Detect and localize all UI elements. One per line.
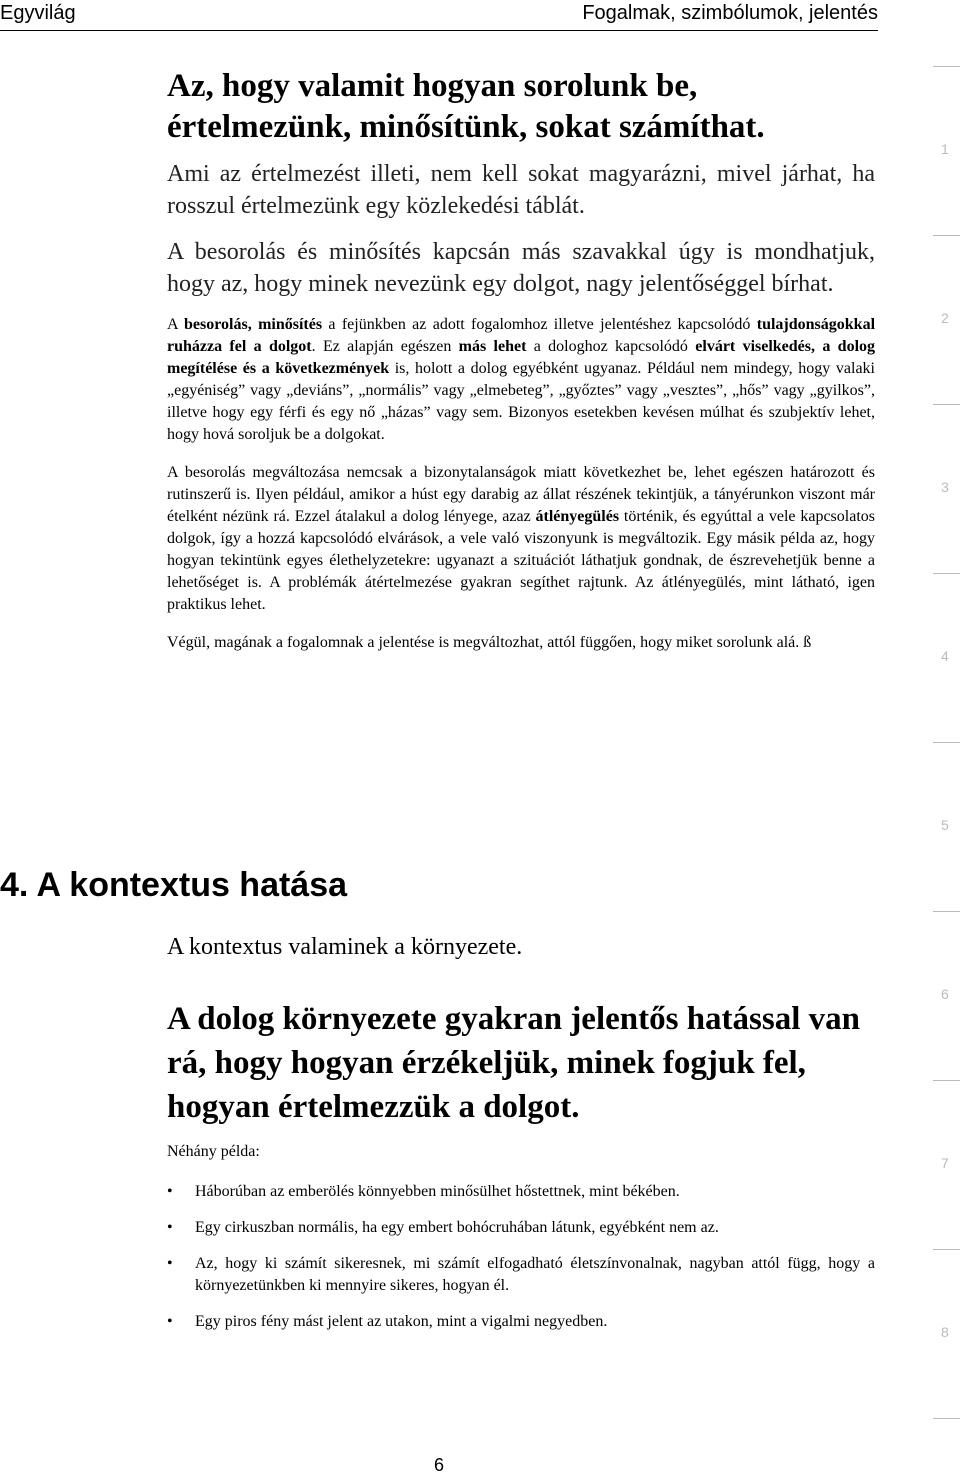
ruler-tick bbox=[933, 911, 960, 912]
list-item: • Háborúban az emberölés könnyebben minősülhet hőstettnek, mint békében. bbox=[195, 1181, 875, 1203]
ruler-tick bbox=[933, 573, 960, 574]
ruler-tick bbox=[933, 742, 960, 743]
ruler-tick bbox=[933, 404, 960, 405]
list-item: • Egy cirkuszban normális, ha egy embert bohócruhában látunk, egyébként nem az. bbox=[195, 1217, 875, 1239]
paragraph-meaning-change: Végül, magának a fogalomnak a jelentése is megváltozhat, attól függően, hogy miket sorolunk alá. ß bbox=[167, 634, 812, 651]
ruler-number: 1 bbox=[941, 141, 949, 157]
ruler-tick bbox=[933, 235, 960, 236]
list-item: • Az, hogy ki számít sikeresnek, mi számít elfogadható életszínvonalnak, nagyban attól függ, hogy a környezetünkben ki mennyire sikeres, hogyan él. bbox=[195, 1253, 875, 1297]
top-heading bbox=[167, 66, 875, 148]
ruler-tick bbox=[933, 66, 960, 67]
ruler-tick bbox=[933, 1080, 960, 1081]
bold-term: elvárt viselkedés, a dolog megítélése és a következmények bbox=[167, 338, 876, 377]
header-chapter-title: Fogalmak, szimbólumok, jelentés bbox=[582, 2, 878, 24]
margin-ruler bbox=[933, 0, 960, 1477]
text-span: történik, és egyúttal a vele kapcsolatos dolgok, így a hozzá kapcsolódó elvárások, a vele való viszonyunk is megváltozik. Egy másik példa az, hogy hogyan tekintünk egyes élethelyzetekre: ugyanazt a szituációt láthatjuk gondnak, de észrevehetjük benne a lehetőséget is. A problémák átértelmezése gyakran segíthet rajtunk. Az átlényegülés, mint látható, igen praktikus lehet. bbox=[167, 508, 876, 613]
ruler-tick bbox=[933, 1418, 960, 1419]
text-span: A bbox=[167, 316, 185, 333]
ruler-number: 4 bbox=[941, 648, 949, 664]
top-heading-line-1: Az, hogy valamit hogyan sorolunk be, bbox=[167, 68, 698, 104]
text-span: a dologhoz kapcsolódó bbox=[526, 338, 696, 355]
top-heading-line-2: értelmezünk, minősítünk, sokat számíthat. bbox=[167, 109, 765, 145]
ruler-number: 6 bbox=[941, 986, 949, 1002]
examples-label: Néhány példa: bbox=[167, 1143, 260, 1160]
ruler-number: 3 bbox=[941, 479, 949, 495]
page-number: 6 bbox=[433, 1455, 444, 1475]
section-content bbox=[167, 931, 875, 1347]
paragraph-transubstantiation bbox=[167, 462, 875, 616]
examples-list bbox=[167, 1181, 875, 1333]
bold-term: átlényegülés bbox=[535, 508, 620, 525]
paragraph-attributes bbox=[167, 314, 875, 446]
text-span: A besorolás megváltozása nemcsak a bizonytalanságok miatt következhet be, lehet egészen határozott és rutinszerű is. Ilyen például, amikor a húst egy darabig az állat részének tekintjük, a tányérunkon viszont már ételként nézünk rá. Ezzel átalakul a dolog lényege, azaz bbox=[167, 464, 875, 525]
bold-term: más lehet bbox=[458, 338, 527, 355]
section-heading: A dolog környezete gyakran jelentős hatással van rá, hogy hogyan érzékeljük, minek fogjuk fel, hogyan értelmezzük a dolgot. bbox=[167, 1001, 860, 1125]
bold-term: besorolás, minősítés bbox=[184, 316, 323, 333]
text-span: a fejünkben az adott fogalomhoz illetve jelentéshez kapcsolódó bbox=[322, 316, 757, 333]
page-header bbox=[0, 0, 878, 31]
paragraph-interpretation: Ami az értelmezést illeti, nem kell sokat magyarázni, mivel járhat, ha rosszul értelmezünk egy közlekedési táblát. bbox=[167, 161, 875, 219]
section-intro: A kontextus valaminek a környezete. bbox=[167, 934, 523, 960]
section-title: 4. A kontextus hatása bbox=[0, 866, 348, 904]
text-span: . Ez alapján egészen bbox=[311, 338, 459, 355]
text-span: is, holott a dolog egyébként ugyanaz. Például nem mindegy, hogy valaki „egyéniség” vagy „deviáns”, „normális” vagy „elmebeteg”, „győztes” vagy „vesztes”, „hős” vagy „gyilkos”, illetve hogy egy férfi és egy nő „házas” vagy sem. Bizonyos esetekben kevésen múlhat és szubjektív lehet, hogy hová soroljuk be a dolgokat. bbox=[167, 360, 875, 443]
ruler-number: 2 bbox=[941, 310, 949, 326]
ruler-number: 8 bbox=[941, 1324, 949, 1340]
ruler-tick bbox=[933, 1249, 960, 1250]
ruler-number: 7 bbox=[941, 1155, 949, 1171]
paragraph-classification: A besorolás és minősítés kapcsán más szavakkal úgy is mondhatjuk, hogy az, hogy minek nevezünk egy dolgot, nagy jelentőséggel bírhat. bbox=[167, 239, 875, 297]
ruler-number: 5 bbox=[941, 817, 949, 833]
bold-term: tulajdonságokkal ruházza fel a dolgot bbox=[167, 316, 876, 355]
header-book-title: Egyvilág bbox=[0, 2, 76, 24]
list-item: • Egy piros fény mást jelent az utakon, mint a vigalmi negyedben. bbox=[195, 1311, 875, 1333]
main-content bbox=[167, 66, 875, 670]
